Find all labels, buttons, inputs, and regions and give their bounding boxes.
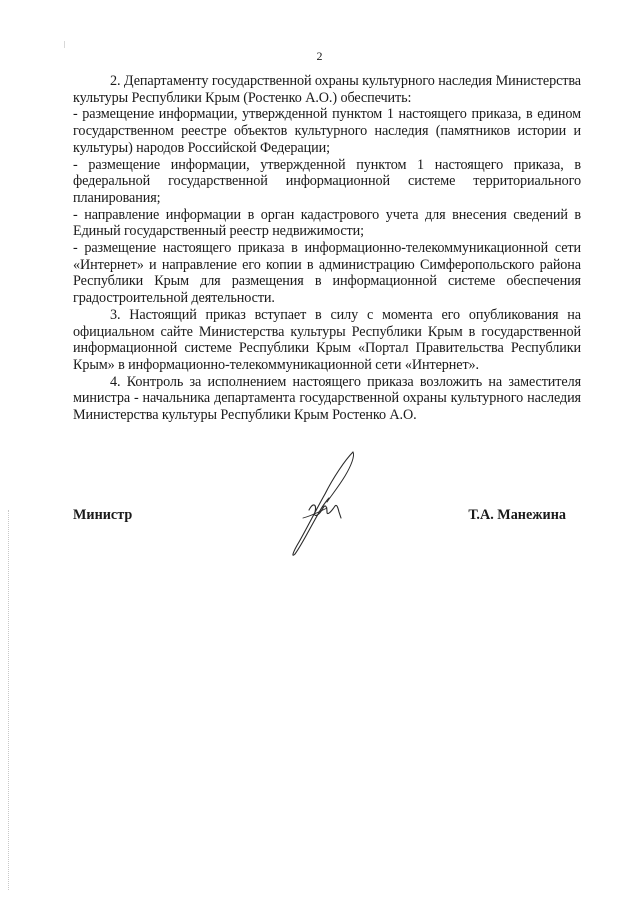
- list-item-cadastral: - направление информации в орган кадастрового учета для внесения сведений в Единый государственный реестр недвижимости;: [73, 206, 581, 240]
- page-number: 2: [316, 49, 323, 63]
- paragraph-2: 2. Департаменту государственной охраны культурного наследия Министерства культуры Республики Крым (Ростенко А.О.) обеспечить:: [73, 73, 581, 106]
- list-item-planning-system: - размещение информации, утвержденной пунктом 1 настоящего приказа, в федеральной государственной информационной системе территориального планирования;: [73, 156, 581, 206]
- signatory-name: Т.А. Манежина: [468, 507, 566, 523]
- list-item-internet: - размещение настоящего приказа в информационно-телекоммуникационной сети «Интернет» и направление его копии в администрацию Симферопольского района Республики Крым для размещения в информационной системе обеспечения градостроительной деятельности.: [73, 240, 581, 307]
- paragraph-3: 3. Настоящий приказ вступает в силу с момента его опубликования на официальном сайте Министерства культуры Республики Крым в государственной информационной системе Республики Крым «Портал Правительства Республики Крым» в информационно-телекоммуникационной сети «Интернет».: [73, 306, 581, 373]
- signatory-title: Министр: [73, 507, 133, 523]
- list-item-registry: - размещение информации, утвержденной пунктом 1 настоящего приказа, в едином государственном реестре объектов культурного наследия (памятников истории и культуры) народов Российской Федерации;: [73, 106, 581, 156]
- scan-mark: [64, 41, 65, 48]
- document-body: [73, 73, 581, 424]
- paragraph-4: 4. Контроль за исполнением настоящего приказа возложить на заместителя министра - начальника департамента государственной охраны культурного наследия Министерства культуры Республики Крым Ростенко А.О.: [73, 373, 581, 424]
- handwritten-signature: [283, 446, 363, 566]
- scan-edge-artifact: [8, 510, 10, 890]
- signature-block: [73, 507, 566, 527]
